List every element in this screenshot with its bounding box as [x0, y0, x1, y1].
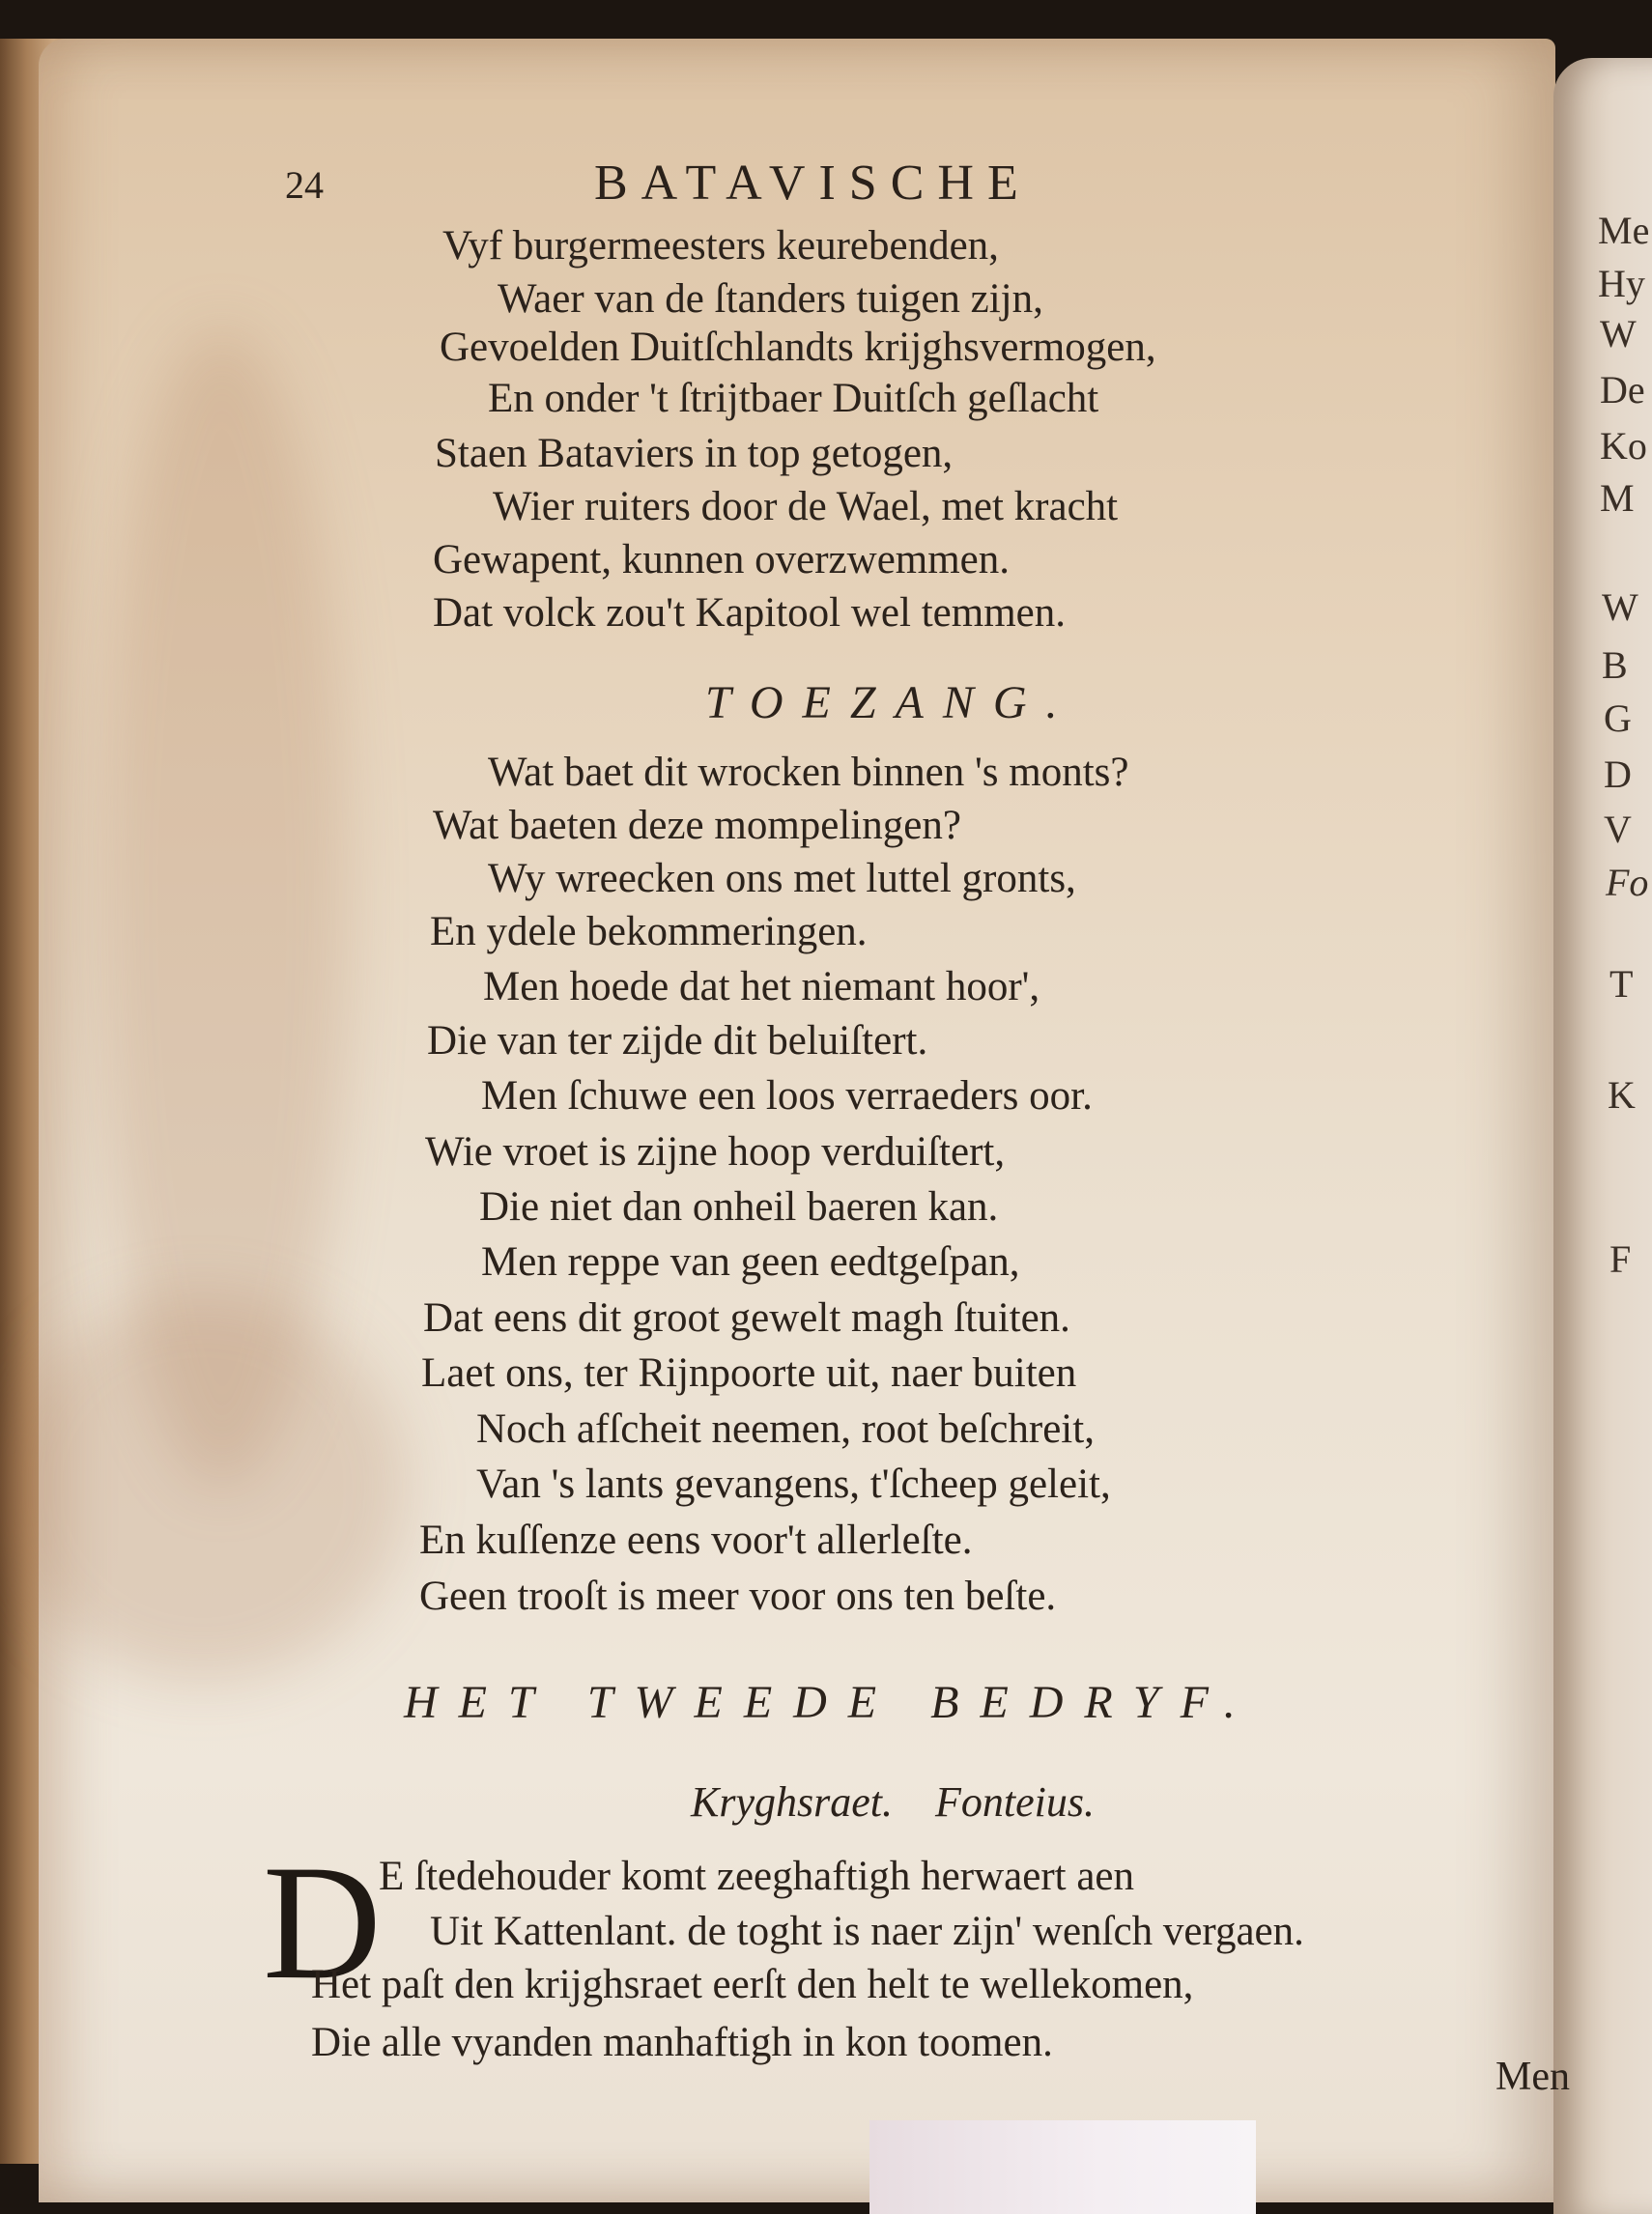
verse-line: En onder 't ſtrijtbaer Duitſch geſlacht [488, 376, 1099, 421]
facing-page-text: B [1602, 643, 1628, 687]
facing-page-text: Fo [1606, 861, 1649, 904]
speaker-names: Kryghsraet. Fonteius. [691, 1778, 1095, 1826]
verse-line: E ſtedehouder komt zeeghaftigh herwaert aen [379, 1854, 1134, 1899]
verse-line: Van 's lants gevangens, t'ſcheep geleit, [476, 1462, 1111, 1507]
verse-line: Die van ter zijde dit beluiſtert. [427, 1018, 928, 1064]
verse-line: Men ſchuwe een loos verraeders oor. [481, 1073, 1093, 1119]
facing-page-text: F [1609, 1237, 1632, 1281]
verse-line: Dat volck zou't Kapitool wel temmen. [433, 590, 1066, 636]
facing-page-text: K [1608, 1073, 1636, 1117]
facing-page-text: T [1609, 962, 1634, 1006]
facing-page-text: W [1600, 312, 1637, 355]
verse-line: Waer van de ſtanders tuigen zijn, [498, 276, 1043, 322]
verse-line: Het paſt den krijghsraet eerſt den helt te wellekomen, [311, 1962, 1194, 2007]
verse-line: Gevoelden Duitſchlandts krijghsvermogen, [440, 325, 1156, 370]
facing-page-text: M [1600, 476, 1635, 520]
verse-line: Wy wreecken ons met luttel gronts, [488, 856, 1076, 901]
running-title: BATAVISCHE [594, 156, 1032, 211]
catchword: Men [1495, 2055, 1570, 2099]
verse-line: Laet ons, ter Rijnpoorte uit, naer buiten [421, 1350, 1077, 1396]
facing-page-text: Hy [1598, 262, 1645, 305]
facing-page-text: Ko [1600, 424, 1647, 468]
verse-line: Vyf burgermeesters keurebenden, [442, 223, 999, 269]
facing-page-text: De [1600, 368, 1645, 412]
verse-line: Noch afſcheit neemen, root beſchreit, [476, 1406, 1095, 1452]
drop-cap: D [263, 1831, 382, 2013]
verse-line: Dat eens dit groot gewelt magh ſtuiten. [423, 1295, 1070, 1341]
verse-line: Wat baeten deze mompelingen? [433, 803, 961, 848]
verse-line: Geen trooſt is meer voor ons ten beſte. [419, 1574, 1057, 1619]
facing-page-text: Me [1598, 209, 1650, 252]
verse-line: Wat baet dit wrocken binnen 's monts? [488, 750, 1129, 795]
verse-line: Die alle vyanden manhaftigh in kon toomen. [311, 2020, 1053, 2065]
act-heading: HET TWEEDE BEDRYF. [404, 1677, 1257, 1728]
verse-line: Gewapent, kunnen overzwemmen. [433, 537, 1011, 582]
facing-page-text: V [1604, 808, 1632, 851]
verse-line: Wie vroet is zijne hoop verduiſtert, [425, 1129, 1006, 1175]
facing-page-text: G [1604, 696, 1632, 740]
verse-line: En ydele bekommeringen. [430, 909, 868, 954]
library-label [869, 2120, 1256, 2214]
verse-line: Men hoede dat het niemant hoor', [483, 964, 1040, 1009]
section-heading: TOEZANG. [705, 677, 1077, 728]
facing-page-text: D [1604, 752, 1632, 796]
verse-line: Wier ruiters door de Wael, met kracht [493, 484, 1119, 529]
verse-line: En kuſſenze eens voor't allerleſte. [419, 1518, 973, 1563]
verse-line: Uit Kattenlant. de toght is naer zijn' wenſch vergaen. [430, 1909, 1304, 1954]
verse-line: Men reppe van geen eedtgeſpan, [481, 1239, 1020, 1285]
verse-line: Staen Bataviers in top getogen, [435, 431, 954, 476]
page-number: 24 [285, 163, 324, 207]
verse-line: Die niet dan onheil baeren kan. [479, 1184, 999, 1230]
facing-page-text: W [1602, 585, 1638, 629]
